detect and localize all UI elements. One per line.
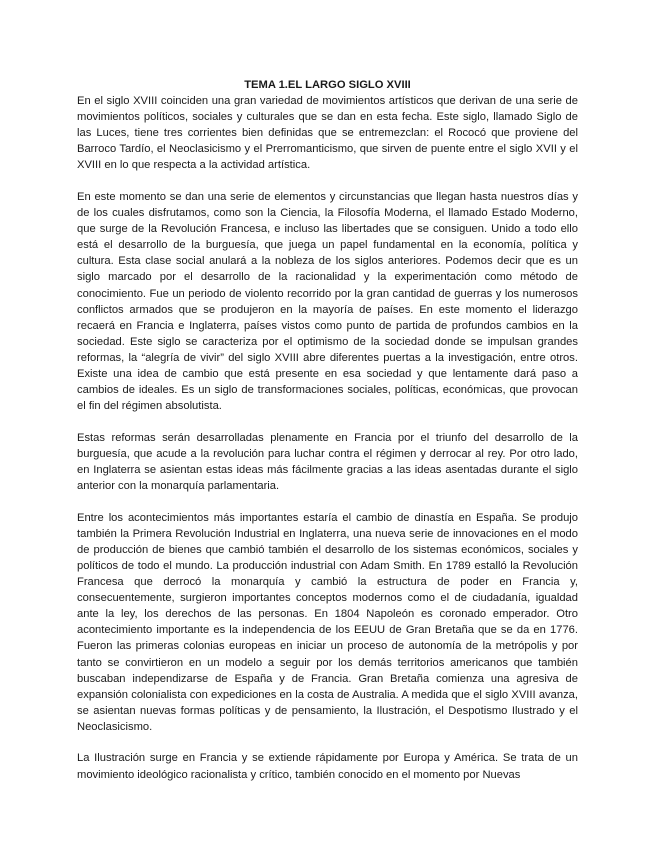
paragraph-2: En este momento se dan una serie de elementos y circunstancias que llegan hasta nuestros días y de los cuales disfrutamos, como son la Ciencia, la Filosofía Moderna, el llamado Estado Moderno, que surge de la Revolución Francesa, e incluso las libertades que se consiguen. Unido a todo ello está el desarrollo de la burguesía, que juega un papel fundamental en la economía, política y cultura. Esta clase social anulará a la nobleza de los siglos anteriores. Podemos decir que es un siglo marcado por el desarrollo de la racionalidad y la experimentación como método de conocimiento. Fue un periodo de violento recorrido por la gran cantidad de guerras y los numerosos conflictos armados que se produjeron en la mayoría de países. En este momento el liderazgo recaerá en Francia e Inglaterra, países vistos como punto de partida de profundos cambios en la sociedad. Este siglo se caracteriza por el optimismo de la sociedad donde se impulsan grandes reformas, la “alegría de vivir” del siglo XVIII abre diferentes puertas a la investigación, entre otros. Existe una idea de cambio que está presente en esa sociedad y que lentamente dará paso a cambios de ideales. Es un siglo de transformaciones sociales, políticas, económicas, que provocan el fin del régimen absolutista. [77,190,578,413]
paragraph-1: En el siglo XVIII coinciden una gran variedad de movimientos artísticos que derivan de una serie de movimientos políticos, sociales y culturales que se dan en esta fecha. Este siglo, llamado Siglo de las Luces, tiene tres corrientes bien definidas que se entremezclan: el Rococó que proviene del Barroco Tardío, el Neoclasicismo y el Prerromanticismo, que sirven de puente entre el siglo XVII y el XVIII en lo que respecta a la actividad artística. [77,95,578,172]
paragraph-5: La Ilustración surge en Francia y se extiende rápidamente por Europa y América. Se trata de un movimiento ideológico racionalista y crítico, también conocido en el momento por Nuevas [77,752,578,781]
document-body [77,77,578,783]
paragraph-4: Entre los acontecimientos más importantes estaría el cambio de dinastía en España. Se produjo también la Primera Revolución Industrial en Inglaterra, una nueva serie de innovaciones en el modo de producción de bienes que cambió también el desarrollo de los sistemas económicos, sociales y políticos de todo el mundo. La producción industrial con Adam Smith. En 1789 estalló la Revolución Francesa que derrocó la monarquía y cambió la estructura de poder en Francia y, consecuentemente, surgieron importantes conceptos modernos como el de ciudadanía, igualdad ante la ley, los derechos de las personas. En 1804 Napoleón es coronado emperador. Otro acontecimiento importante es la independencia de los EEUU de Gran Bretaña que se da en 1776. Fueron las primeras colonias europeas en iniciar un proceso de autonomía de la metrópolis y por tanto se convirtieron en un modelo a seguir por los demás territorios americanos que también buscaban independizarse de España y de Francia. Gran Bretaña comienza una agresiva de expansión colonialista con expediciones en la costa de Australia. A medida que el siglo XVIII avanza, se asientan nuevas formas políticas y de pensamiento, la Ilustración, el Despotismo Ilustrado y el Neoclasicismo. [77,511,578,733]
paragraph-3: Estas reformas serán desarrolladas plenamente en Francia por el triunfo del desarrollo de la burguesía, que acude a la revolución para luchar contra el régimen y derrocar al rey. Por otro lado, en Inglaterra se asientan estas ideas más fácilmente gracias a las ideas asentadas durante el siglo anterior con la monarquía parlamentaria. [77,431,578,493]
document-title: TEMA 1.EL LARGO SIGLO XVIII [244,79,411,91]
